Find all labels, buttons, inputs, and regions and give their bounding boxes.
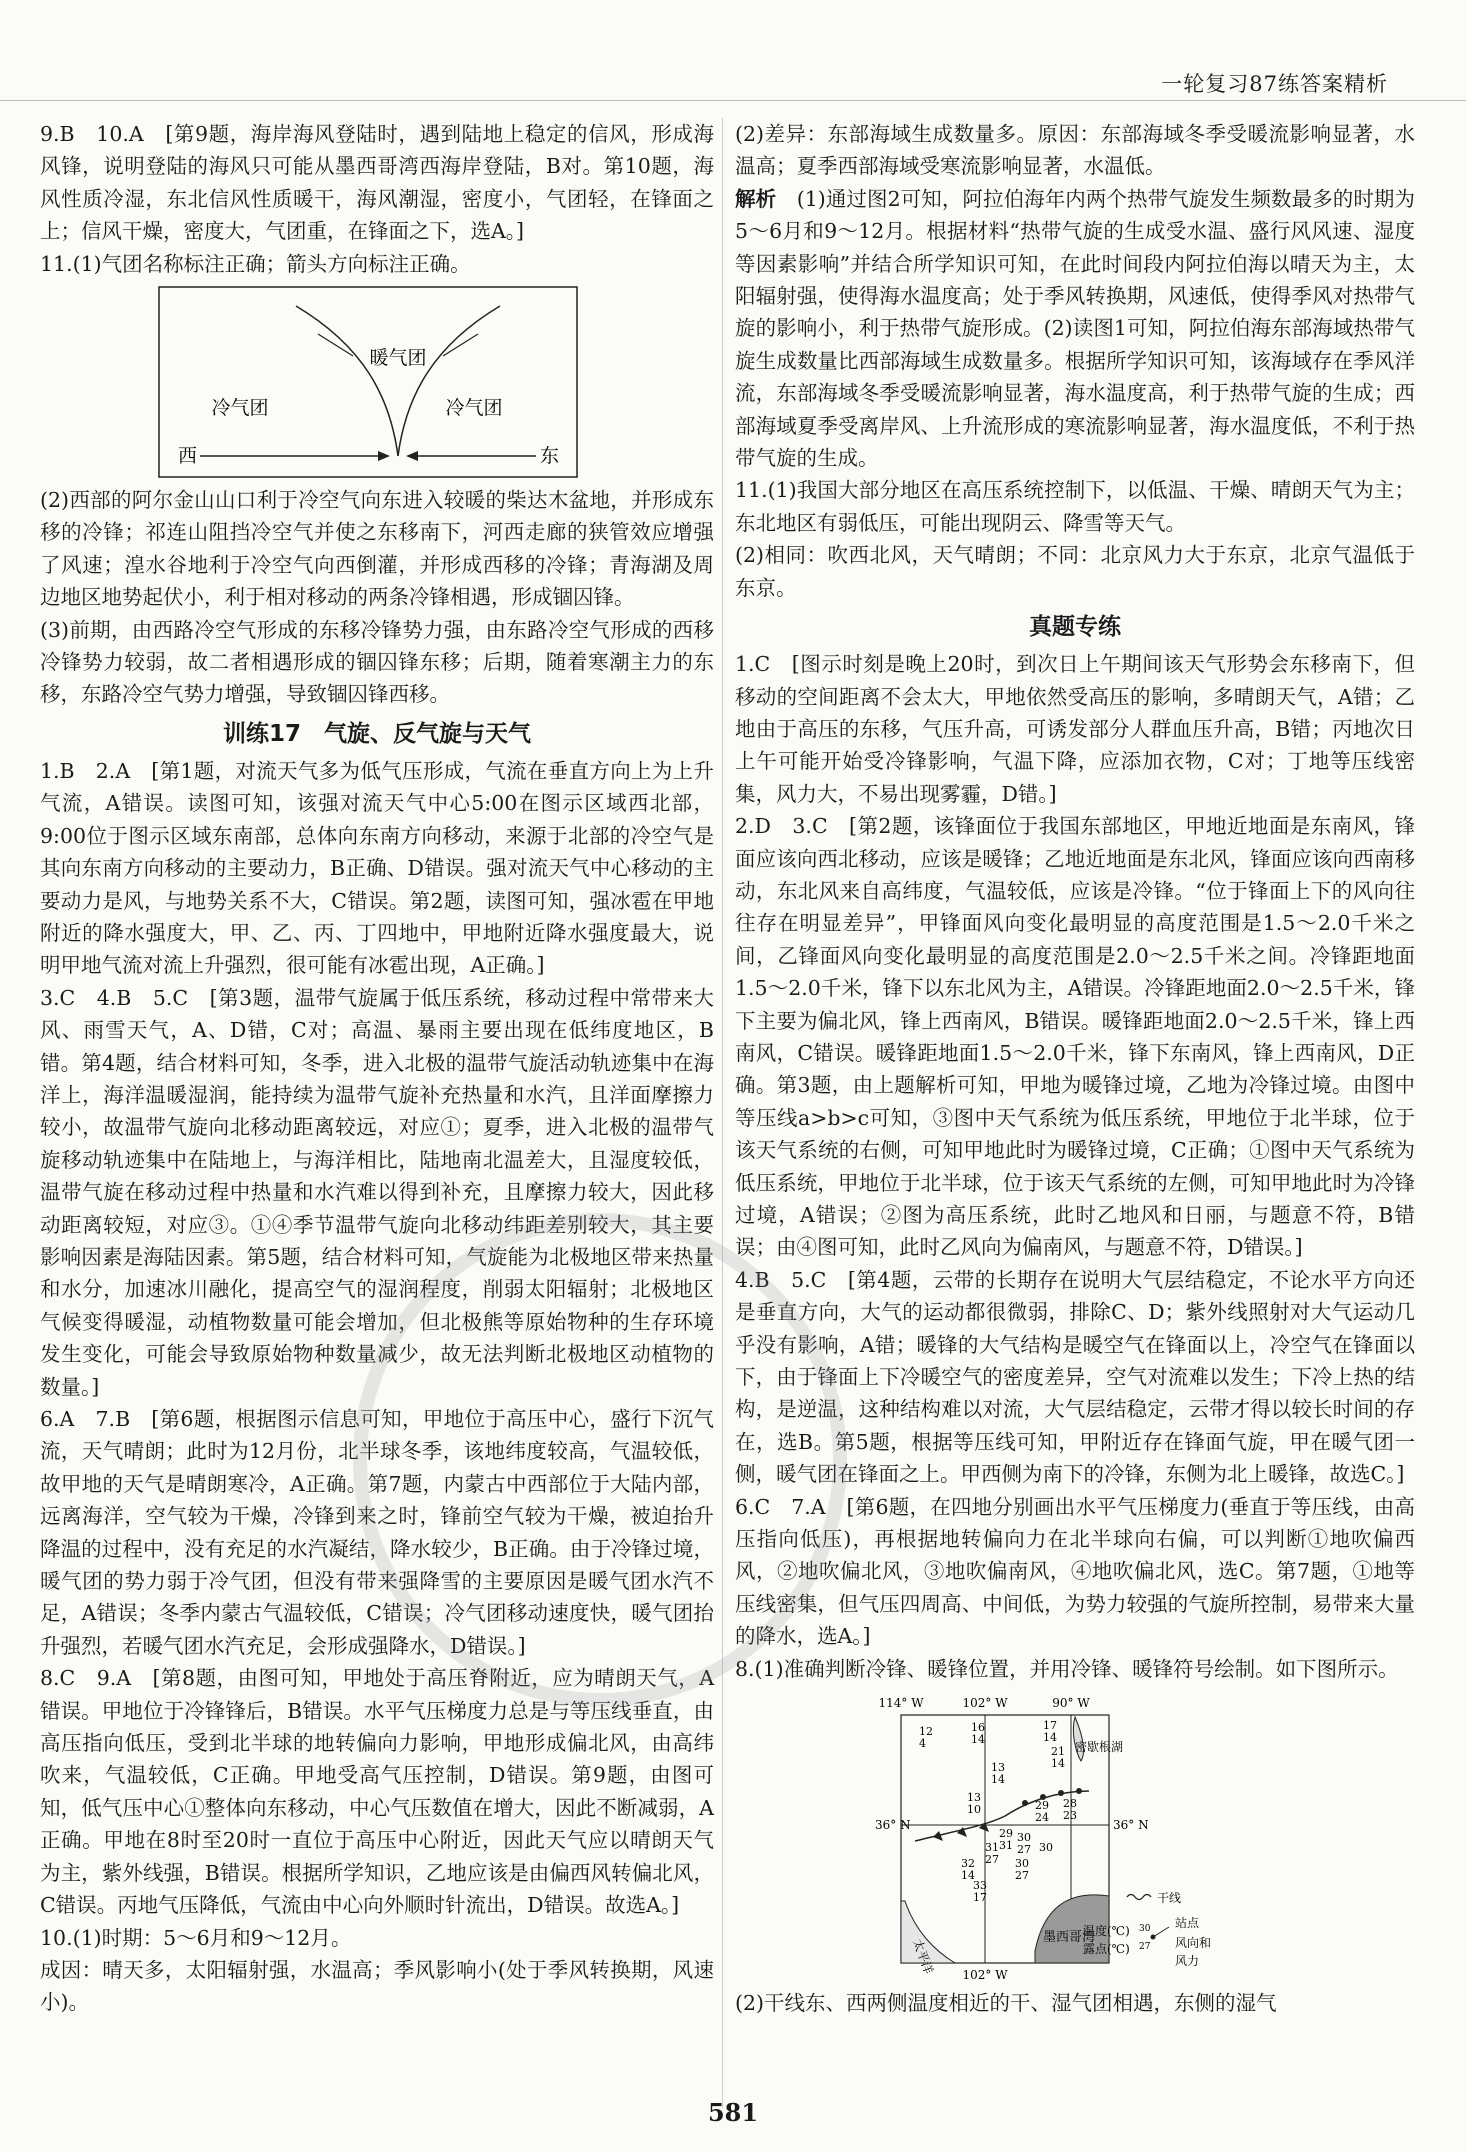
- diagram-frame: [159, 287, 577, 477]
- station-value: 10: [967, 1803, 981, 1817]
- legend-wind-barb: [1153, 1927, 1169, 1937]
- label-west: 西: [178, 445, 198, 468]
- analysis-text: (1)通过图2可知，阿拉伯海年内两个热带气旋发生频数最多的时期为5～6月和9～12月。根据材料“热带气旋的生成受水温、盛行风风速、湿度等因素影响”并结合所学知识可知，在此时间段内阿拉伯海以晴天为主，太阳辐射强，使得海水温度高；处于季风转换期，风速低，使得季风对热带气旋的影响小，利于热带气旋形成。(2)读图1可知，阿拉伯海东部海域热带气旋生成数量比西部海域生成数量多。根据所学知识可知，该海域存在季风洋流，东部海域冬季受暖流影响显著，海水温度高，利于热带气旋的生成；西部海域夏季受离岸风、上升流形成的寒流影响显著，海水温度低，不利于热带气旋的生成。: [735, 186, 1415, 471]
- station-value: 31: [985, 1841, 999, 1855]
- analysis-paragraph: [735, 183, 1415, 475]
- station-value: 14: [1043, 1731, 1057, 1745]
- answer-11-3: (3)前期，由西路冷空气形成的东移冷锋势力强，由东路冷空气形成的西移冷锋势力较弱，故二者相遇形成的锢囚锋东移；后期，随着寒潮主力的东移，东路冷空气势力增强，导致锢囚锋西移。: [40, 617, 714, 707]
- lon-label-102w-top: 102° W: [962, 1696, 1008, 1711]
- station-value: 13: [991, 1761, 1005, 1775]
- station-value: 4: [919, 1737, 926, 1751]
- station-value: 12: [919, 1725, 933, 1739]
- answer-1-2: 1.B 2.A [第1题，对流天气多为低气压形成，气流在垂直方向上为上升气流，A错误。读图可知，该强对流天气中心5:00在图示区域西北部，9:00位于图示区域东南部，总体向东南方向移动，来源于北部的冷空气是其向东南方向移动的主要动力，B正确、D错误。强对流天气中心移动的主要动力是风，与地势关系不大，C错误。第2题，读图可知，强冰雹在甲地附近的降水强度大，甲、乙、丙、丁四地中，甲地附近降水强度最大，说明甲地气流对流上升强烈，很可能有冰雹出现，A正确。]: [40, 758, 714, 978]
- right-column: [735, 118, 1415, 2020]
- exam-answer-8-2: (2)干线东、西两侧温度相近的干、湿气团相遇，东侧的湿气: [735, 1991, 1277, 2016]
- label-cold-air-right: 冷气团: [445, 397, 503, 420]
- answer-8-9: 8.C 9.A [第8题，由图可知，甲地处于高压脊附近，应为晴朗天气，A错误。甲地位于冷锋锋后，B错误。水平气压梯度力总是与等压线垂直，由高压指向低压，受到北半球的地转偏向力影响，甲地形成偏北风，由高纬吹来，气温较低，C正确。甲地受高气压控制，D错误。第9题，由图可知，低气压中心①整体向东移动，中心气压数值在增大，因此不断减弱，A正确。甲地在8时至20时一直位于高压中心附近，因此天气应以晴朗天气为主，紫外线强，B错误。根据所学知识，乙地应该是由偏西风转偏北风，C错误。丙地气压降低，气流由中心向外顺时针流出，D错误。故选A。]: [40, 1666, 714, 1918]
- lat-label-left: 36° N: [875, 1818, 911, 1833]
- cold-front-triangle: [933, 1831, 943, 1841]
- lon-label-114w: 114° W: [878, 1696, 924, 1711]
- front-left: [296, 306, 398, 456]
- exam-answer-2-3: 2.D 3.C [第2题，该锋面位于我国东部地区，甲地近地面是东南风，锋面应该向西北移动，应该是暖锋；乙地近地面是东北风，锋面应该向西南移动，东北风来自高纬度，气温较低，应该是冷锋。“位于锋面上下的风向往往存在明显差异”，甲锋面风向变化最明显的高度范围是1.5～2.0千米之间，乙锋面风向变化最明显的高度范围是2.0～2.5千米之间。冷锋距地面1.5～2.0千米，锋下以东北风为主，A错误。冷锋距地面2.0～2.5千米，锋下主要为偏北风，锋上西南风，B错误。暖锋距地面2.0～2.5千米，锋上西南风，C错误。暖锋距地面1.5～2.0千米，锋下东南风，锋上西南风，D正确。第3题，由上题解析可知，甲地为暖锋过境，乙地为冷锋过境。由图中等压线a>b>c可知，③图中天气系统为低压系统，甲地位于北半球，位于该天气系统的右侧，可知甲地此时为暖锋过境，C正确；①图中天气系统为低压系统，甲地位于北半球，位于该天气系统的左侧，可知甲地此时为冷锋过境，A错误；②图为高压系统，此时乙地风和日丽，与题意不符，B错误；由④图可知，此时乙风向为偏南风，与题意不符，D错误。]: [735, 814, 1415, 1260]
- section-title-exam-practice: 真题专练: [1029, 614, 1121, 641]
- legend-wind: 风向和: [1175, 1936, 1212, 1951]
- legend-temperature: 温度(℃): [1083, 1924, 1130, 1939]
- station-value: 29: [1035, 1799, 1049, 1813]
- legend-dryline: 干线: [1157, 1891, 1182, 1906]
- answer-10-cause: 成因：晴天多，太阳辐射强，水温高；季风影响小(处于季风转换期，风速小)。: [40, 1957, 714, 2015]
- answer-10-2: (2)差异：东部海域生成数量多。原因：东部海域冬季受暖流影响显著，水温高；夏季西部海域受寒流影响显著，水温低。: [735, 122, 1415, 179]
- exam-answer-4-5: 4.B 5.C [第4题，云带的长期存在说明大气层结稳定，不论水平方向还是垂直方向，大气的运动都很微弱，排除C、D；紫外线照射对大气运动几乎没有影响，A错；暖锋的大气结构是暖空气在锋面以上，冷空气在锋面以下，由于锋面上下冷暖空气的密度差异，空气对流难以发生；下冷上热的结构，是逆温，这种结构难以对流，大气层结稳定，云带才得以较长时间的存在，选B。第5题，根据等压线可知，甲附近存在锋面气旋，甲在暖气团一侧，暖气团在锋面之上。甲西侧为南下的冷锋，东侧为北上暖锋，故选C。]: [735, 1267, 1415, 1487]
- station-value: 29: [999, 1827, 1013, 1841]
- label-east: 东: [540, 445, 560, 468]
- answer-3-5: 3.C 4.B 5.C [第3题，温带气旋属于低压系统，移动过程中常带来大风、雨雪天气，A、D错，C对；高温、暴雨主要出现在低纬度地区，B错。第4题，结合材料可知，冬季，进入北极的温带气旋活动轨迹集中在海洋上，海洋温暖湿润，能持续为温带气旋补充热量和水汽，且洋面摩擦力较小，故温带气旋向北移动距离较远，对应①；夏季，进入北极的温带气旋移动轨迹集中在陆地上，与海洋相比，陆地南北温差大，且湿度较低，温带气旋在移动过程中热量和水汽难以得到补充，且摩擦力较大，因此移动距离较短，对应③。①④季节温带气旋向北移动纬距差别较大，其主要影响因素是海陆因素。第5题，结合材料可知，气旋能为北极地区带来热量和水分，加速冰川融化，提高空气的湿润程度，削弱太阳辐射；北极地区气候变得暖湿，动植物数量可能会增加，但北极熊等原始物种的生存环境发生变化，可能会导致原始物种数量减少，故无法判断北极地区动植物的数量。]: [40, 985, 714, 1399]
- legend-dew-sample: 27: [1139, 1942, 1151, 1953]
- station-value: 23: [1063, 1809, 1077, 1823]
- station-values: [919, 1719, 1077, 1904]
- station-value: 32: [961, 1857, 975, 1871]
- station-value: 28: [1063, 1797, 1077, 1811]
- front-right: [398, 306, 503, 456]
- station-value: 17: [1043, 1719, 1057, 1733]
- station-value: 30: [1015, 1857, 1029, 1871]
- warm-arrow-right: [443, 334, 478, 356]
- warm-arrow-left: [318, 334, 353, 356]
- answer-11-1-right: 11.(1)我国大部分地区在高压系统控制下，以低温、干燥、晴朗天气为主；东北地区有弱低压，可能出现阴云、降雪等天气。: [735, 478, 1415, 535]
- lat-label-right: 36° N: [1113, 1818, 1149, 1833]
- lake-michigan-shape: [1073, 1717, 1083, 1761]
- station-value: 27: [985, 1853, 999, 1867]
- warm-front-semicircle: [1022, 1800, 1028, 1806]
- exam-answer-1: 1.C [图示时刻是晚上20时，到次日上午期间该天气形势会东移南下，但移动的空间距离不会太大，甲地依然受高压的影响，多晴朗天气，A错；乙地由于高压的东移，气压升高，可诱发部分人群血压升高，B错；丙地次日上午可能开始受冷锋影响，气温下降，应添加衣物，C对；丁地等压线密集，风力大，不易出现雾霾，D错。]: [735, 652, 1415, 806]
- dryline-legend-symbol: [1127, 1895, 1151, 1900]
- legend-dewpoint: 露点(℃): [1083, 1942, 1130, 1957]
- answer-11-2: (2)西部的阿尔金山山口利于冷空气向东进入较暖的柴达木盆地，并形成东移的冷锋；祁连山阻挡冷空气并使之东移南下，河西走廊的狭管效应增强了风速；湟水谷地利于冷空气向西倒灌，并形成西移的冷锋；青海湖及周边地区地势起伏小，利于相对移动的两条冷锋相遇，形成锢囚锋。: [40, 488, 714, 610]
- west-arrowhead: [378, 451, 390, 461]
- station-value: 14: [991, 1773, 1005, 1787]
- weather-station-map: [875, 1691, 1265, 1983]
- label-cold-air-left: 冷气团: [211, 397, 269, 420]
- station-value: 31: [999, 1839, 1013, 1853]
- exam-answer-6-7: 6.C 7.A [第6题，在四地分别画出水平气压梯度力(垂直于等压线，由高压指向低压)，再根据地转偏向力在北半球向右偏，可以判断①地吹偏西风，②地吹偏北风，③地吹偏南风，④地吹偏北风，选C。第7题，①地等压线密集，但气压四周高、中间低，为势力较强的气旋所控制，易带来大量的降水，选A。]: [735, 1494, 1415, 1649]
- lon-label-90w: 90° W: [1052, 1696, 1090, 1711]
- station-value: 21: [1051, 1745, 1065, 1759]
- column-divider: [722, 118, 723, 2108]
- label-warm-air-mass: 暖气团: [369, 347, 427, 370]
- station-value: 24: [1035, 1811, 1049, 1825]
- station-value: 27: [1017, 1843, 1031, 1857]
- section-title-training-17: 训练17 气旋、反气旋与天气: [222, 720, 531, 747]
- lon-label-102w-bottom: 102° W: [962, 1968, 1008, 1983]
- station-value: 16: [971, 1721, 985, 1735]
- station-value: 14: [971, 1733, 985, 1747]
- warm-front-semicircle: [1076, 1788, 1082, 1794]
- answer-9-10: 9.B 10.A [第9题，海岸海风登陆时，遇到陆地上稳定的信风，形成海风锋，说明登陆的海风只可能从墨西哥湾西海岸登陆，B对。第10题，海风性质冷湿，东北信风性质暖干，海风潮湿，密度小，气团轻，在锋面之上；信风干燥，密度大，气团重，在锋面之下，选A。]: [40, 122, 714, 244]
- answer-10-1: 10.(1)时期：5～6月和9～12月。: [40, 1925, 352, 1950]
- left-column: [40, 118, 714, 2019]
- page-number: 581: [707, 2098, 759, 2127]
- analysis-label: 解析: [735, 186, 777, 211]
- answer-6-7: 6.A 7.B [第6题，根据图示信息可知，甲地位于高压中心，盛行下沉气流，天气晴朗；此时为12月份，北半球冬季，该地纬度较高，气温较低，故甲地的天气是晴朗寒冷，A正确。第7题，内蒙古中西部位于大陆内部，远离海洋，空气较为干燥，冷锋到来之时，锋前空气较为干燥，被迫抬升降温的过程中，没有充足的水汽凝结，降水较少，B正确。由于冷锋过境，暖气团的势力弱于冷气团，但没有带来强降雪的主要原因是暖气团水汽不足，A错误；冬季内蒙古气温较低，C错误；冷气团移动速度快，暖气团抬升强烈，若暖气团水汽充足，会形成强降水，D错误。]: [40, 1407, 714, 1658]
- station-value: 30: [1017, 1831, 1031, 1845]
- label-lake: 密歇根湖: [1075, 1740, 1124, 1755]
- station-value: 33: [973, 1879, 987, 1893]
- air-mass-diagram: [158, 286, 578, 478]
- header-rule: [0, 100, 1466, 101]
- station-value: 27: [1015, 1869, 1029, 1883]
- legend-station: 站点: [1175, 1916, 1200, 1931]
- station-value: 14: [961, 1869, 975, 1883]
- station-value: 30: [1039, 1841, 1053, 1855]
- legend-wind-force: 风力: [1175, 1954, 1200, 1969]
- station-value: 17: [973, 1891, 987, 1905]
- running-header: 一轮复习87练答案精析: [1161, 72, 1388, 96]
- station-value: 13: [967, 1791, 981, 1805]
- exam-answer-8-1: 8.(1)准确判断冷锋、暖锋位置，并用冷锋、暖锋符号绘制。如下图所示。: [735, 1656, 1399, 1681]
- east-arrowhead: [406, 451, 418, 461]
- legend-temp-sample: 30: [1139, 1924, 1151, 1935]
- label-pacific: 太平洋: [910, 1937, 936, 1976]
- answer-11-1: 11.(1)气团名称标注正确；箭头方向标注正确。: [40, 251, 471, 276]
- answer-11-2-right: (2)相同：吹西北风，天气晴朗；不同：北京风力大于东京，北京气温低于东京。: [735, 543, 1415, 600]
- station-value: 14: [1051, 1757, 1065, 1771]
- label-gulf: 墨西哥湾: [1042, 1930, 1096, 1946]
- warm-front-semicircle: [1058, 1790, 1064, 1796]
